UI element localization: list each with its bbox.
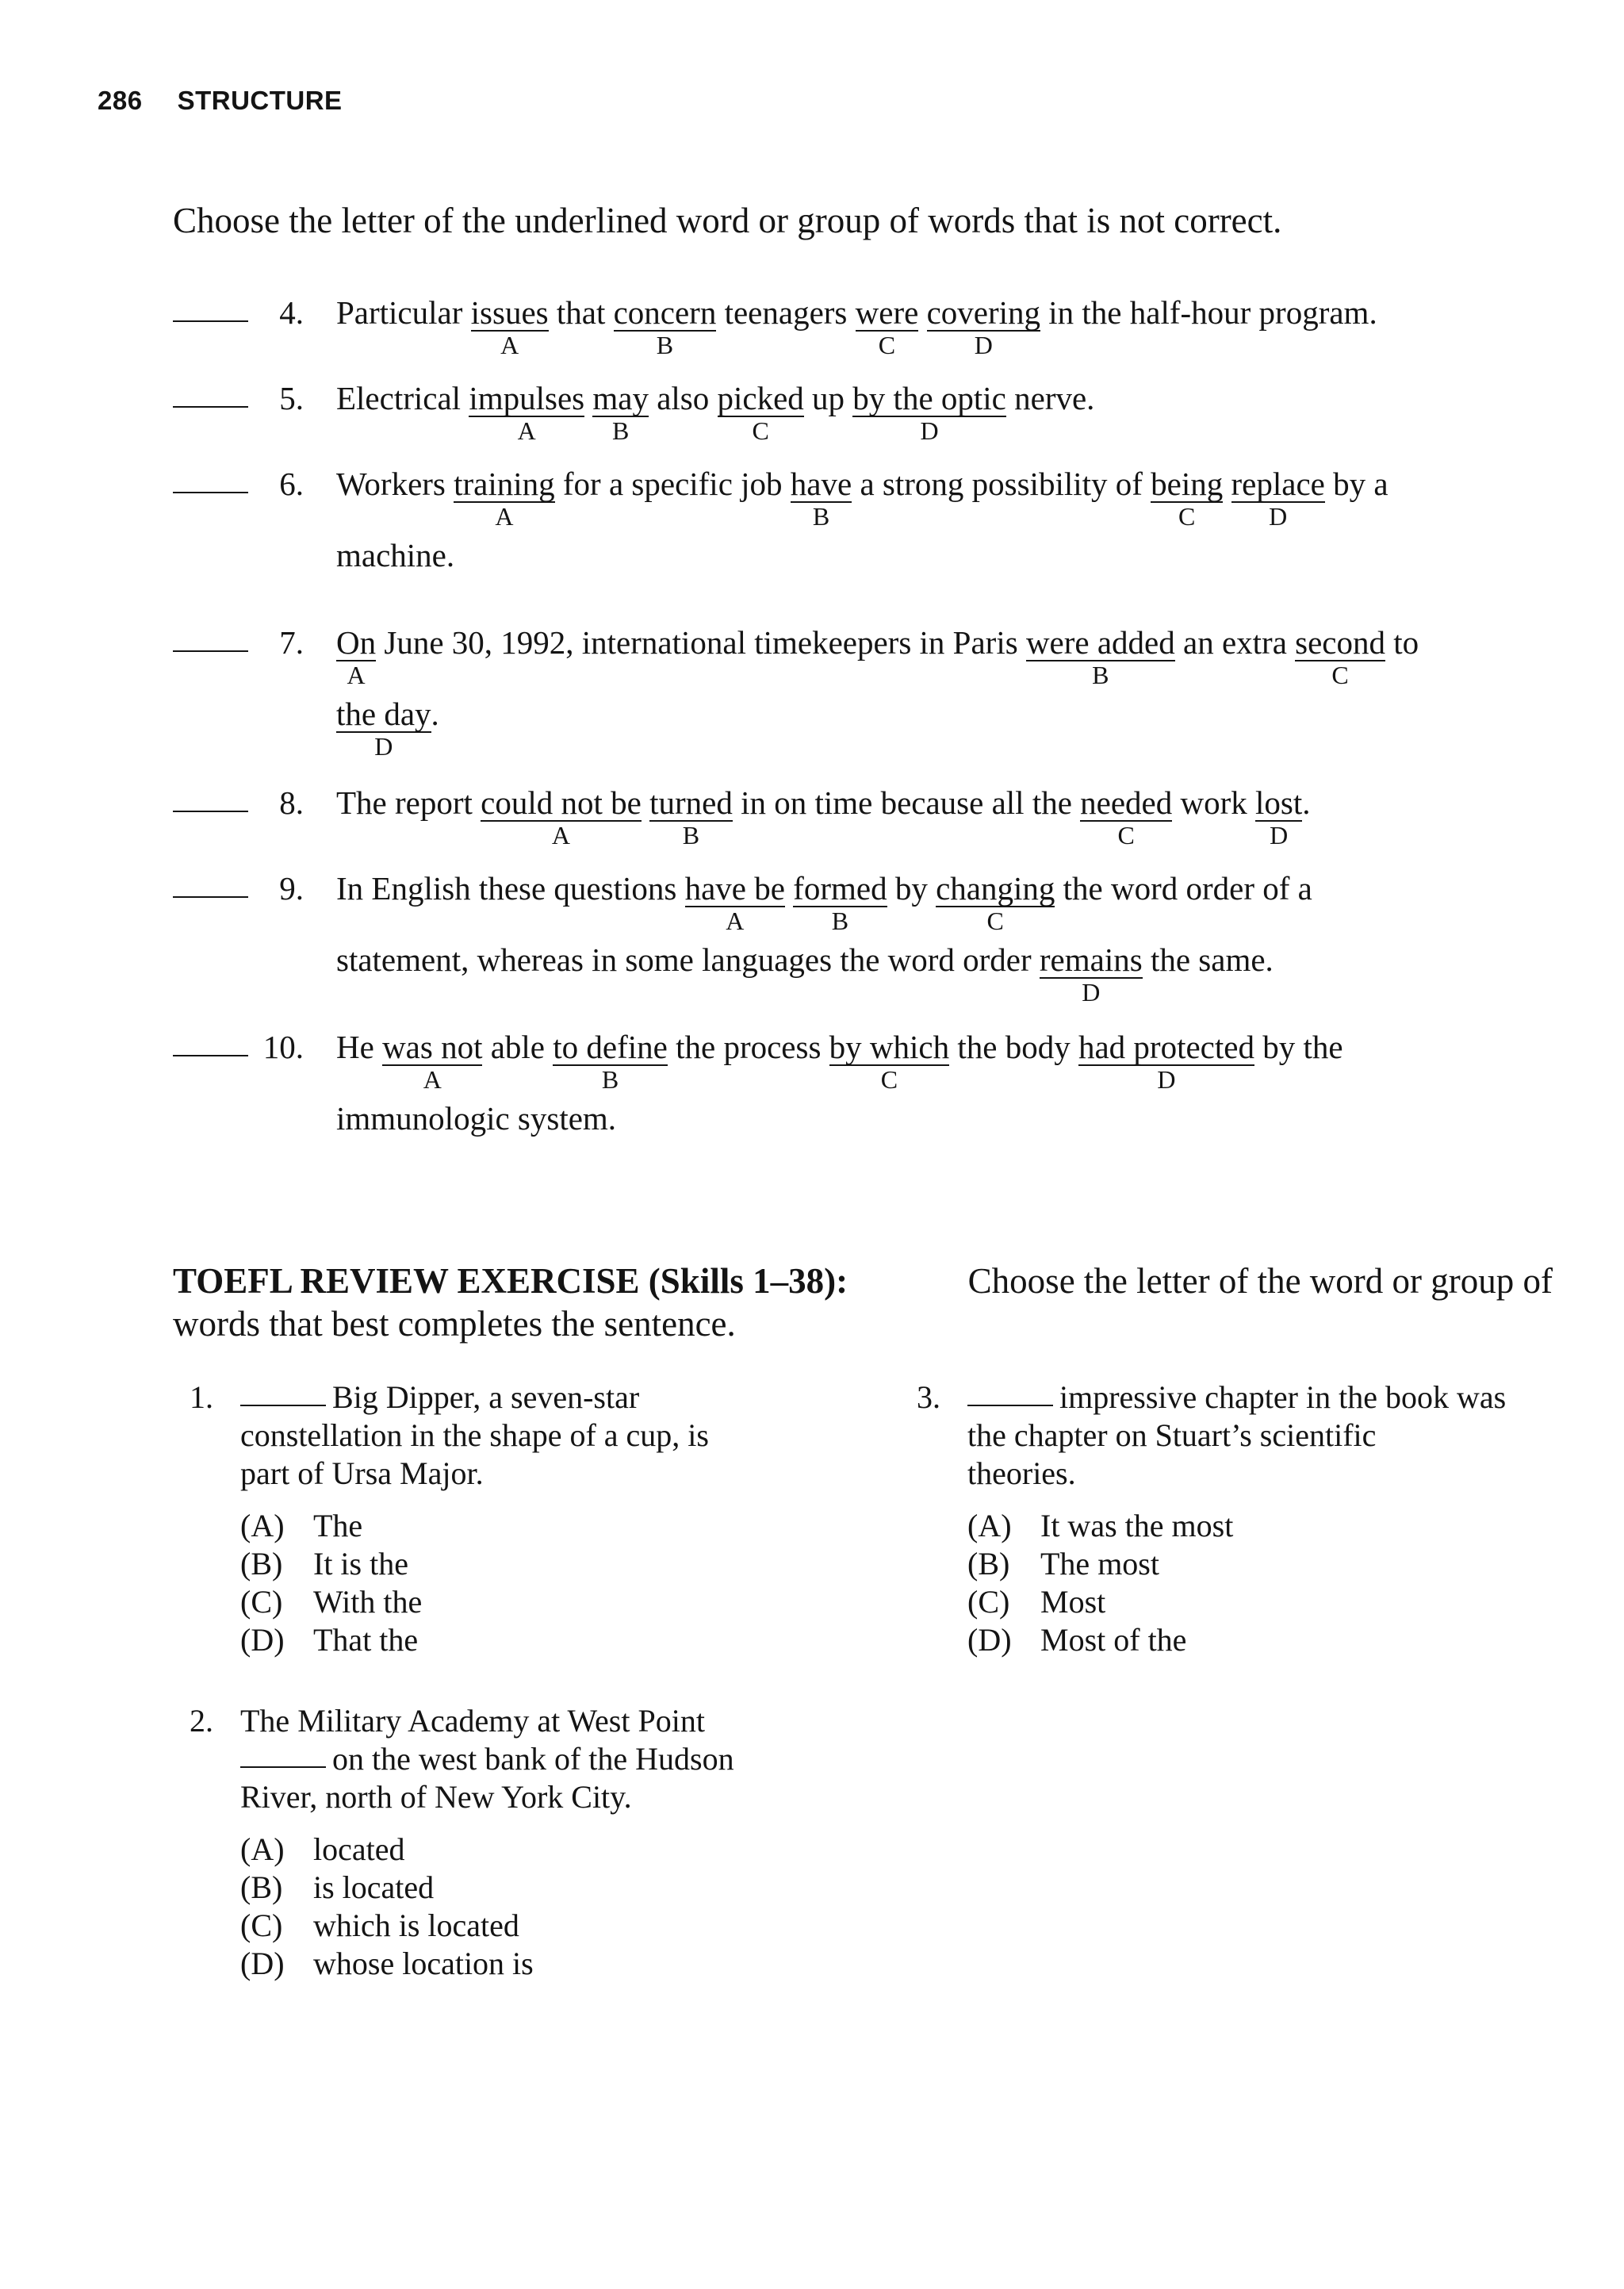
option-letter: D — [1270, 821, 1289, 849]
underlined-option: formed B — [793, 870, 887, 935]
underlined-option: turned B — [649, 784, 733, 849]
option-letter: C — [986, 907, 1004, 935]
item-number: 5. — [279, 380, 304, 416]
answer-blank[interactable] — [173, 492, 248, 493]
underlined-option: by the optic D — [852, 380, 1006, 445]
underlined-option: covering D — [926, 294, 1041, 359]
review-instruction-part1: Choose the letter of the word or group of — [967, 1261, 1553, 1301]
item-line: He was not A able to define B the process by which C the body had protected D by the — [336, 1029, 1343, 1094]
option-letter: B — [831, 907, 849, 935]
running-head — [98, 86, 343, 116]
answer-option[interactable]: (A) It was the most — [967, 1508, 1234, 1543]
underlined-option: replace D — [1231, 466, 1325, 531]
answer-blank[interactable] — [173, 811, 248, 812]
answer-option[interactable]: (C) which is located — [240, 1908, 519, 1943]
option-letter: C — [1117, 821, 1135, 849]
page-number: 286 — [98, 86, 143, 115]
underlined-option: remains D — [1039, 941, 1143, 1006]
answer-option[interactable]: (D) That the — [240, 1622, 419, 1658]
underlined-option: changing C — [936, 870, 1055, 935]
item-line: Workers training A for a specific job have B a strong possibility of being C replace D by a — [336, 466, 1388, 531]
item-line: Particular issues A that concern B teenagers were C covering D in the half-hour program. — [336, 294, 1377, 359]
item-line: Electrical impulses A may B also picked C up by the optic D nerve. — [336, 380, 1095, 445]
answer-blank[interactable] — [173, 1055, 248, 1056]
option-letter: B — [1092, 661, 1109, 689]
underlined-option: lost D — [1255, 784, 1303, 849]
instruction-text: Choose the letter of the underlined word or group of words that is not correct. — [173, 201, 1282, 240]
option-letter: A — [551, 821, 571, 849]
option-letter: B — [601, 1065, 619, 1094]
underlined-option: concern B — [613, 294, 717, 359]
option-letter: A — [347, 661, 366, 689]
option-letter: A — [726, 907, 745, 935]
answer-blank[interactable] — [173, 650, 248, 652]
underlined-option: had protected D — [1078, 1029, 1254, 1094]
option-letter: D — [1269, 502, 1288, 531]
question-number: 1. — [190, 1379, 213, 1415]
answer-option[interactable]: (A) located — [240, 1831, 405, 1867]
option-letter: B — [656, 331, 674, 359]
fill-blank[interactable] — [240, 1405, 326, 1406]
answer-options — [240, 1831, 734, 1983]
item-number: 7. — [279, 624, 304, 661]
answer-option[interactable]: (A) The — [240, 1508, 363, 1543]
review-title: TOEFL REVIEW EXERCISE (Skills 1–38): — [173, 1261, 848, 1301]
option-letter: C — [878, 331, 896, 359]
underlined-option: the day D — [336, 696, 431, 761]
item-number: 4. — [279, 294, 304, 331]
underlined-option: to define B — [553, 1029, 668, 1094]
item-line-continued: machine. — [336, 537, 455, 573]
mc-question — [190, 1702, 734, 1983]
item-number: 10. — [262, 1029, 304, 1065]
item-line: On A June 30, 1992, international timekeepers in Paris were added B an extra second C to — [336, 624, 1419, 689]
question-stem: The Military Academy at West Point on the west bank of the Hudson River, north of New York City. — [240, 1703, 734, 1815]
fill-blank[interactable] — [240, 1766, 326, 1768]
underlined-option: impulses A — [469, 380, 585, 445]
underlined-option: may B — [592, 380, 649, 445]
underlined-option: have B — [790, 466, 852, 531]
item-number: 9. — [279, 870, 304, 907]
question-stem: impressive chapter in the book was the chapter on Stuart’s scientific theories. — [967, 1379, 1507, 1491]
question-number: 2. — [190, 1703, 213, 1739]
answer-option[interactable]: (C) Most — [967, 1584, 1106, 1620]
underlined-option: needed C — [1080, 784, 1173, 849]
item-line: In English these questions have be A formed B by changing C the word order of a — [336, 870, 1312, 935]
answer-options — [967, 1507, 1506, 1659]
item-line-continued: the day D . — [336, 696, 439, 761]
question-stem: Big Dipper, a seven-star constellation in the shape of a cup, is part of Ursa Major. — [240, 1379, 709, 1491]
underlined-option: On A — [336, 624, 377, 689]
underlined-option: second C — [1295, 624, 1385, 689]
option-letter: A — [517, 416, 536, 445]
underlined-option: was not A — [382, 1029, 483, 1094]
item-line-continued: immunologic system. — [336, 1100, 617, 1137]
answer-option[interactable]: (D) whose location is — [240, 1946, 534, 1981]
underlined-option: have be A — [684, 870, 785, 935]
answer-option[interactable]: (B) is located — [240, 1869, 435, 1905]
answer-option[interactable]: (C) With the — [240, 1584, 423, 1620]
answer-blank[interactable] — [173, 896, 248, 898]
option-letter: A — [423, 1065, 442, 1094]
option-letter: D — [1082, 978, 1101, 1006]
question-number: 3. — [917, 1379, 940, 1415]
option-letter: D — [374, 732, 393, 761]
option-letter: C — [1178, 502, 1196, 531]
option-letter: C — [752, 416, 769, 445]
option-letter: B — [611, 416, 630, 445]
underlined-option: being C — [1151, 466, 1224, 531]
answer-option[interactable]: (B) The most — [967, 1546, 1159, 1582]
answer-blank[interactable] — [173, 320, 248, 322]
review-exercise-heading — [173, 1260, 1553, 1345]
underlined-option: were C — [855, 294, 919, 359]
option-letter: C — [1331, 661, 1349, 689]
option-letter: D — [920, 416, 939, 445]
underlined-option: training A — [454, 466, 555, 531]
option-letter: B — [682, 821, 700, 849]
option-letter: D — [1157, 1065, 1176, 1094]
review-instruction-part2: words that best completes the sentence. — [173, 1304, 736, 1344]
answer-option[interactable]: (B) It is the — [240, 1546, 408, 1582]
mc-question — [190, 1378, 709, 1659]
item-line: The report could not be A turned B in on time because all the needed C work lost D . — [336, 784, 1311, 849]
fill-blank[interactable] — [967, 1405, 1053, 1406]
section-title: STRUCTURE — [177, 86, 343, 115]
underlined-option: picked C — [717, 380, 804, 445]
underlined-option: could not be A — [481, 784, 642, 849]
underlined-option: were added B — [1025, 624, 1175, 689]
answer-options — [240, 1507, 709, 1659]
mc-question — [917, 1378, 1507, 1659]
item-number: 6. — [279, 466, 304, 502]
item-number: 8. — [279, 784, 304, 821]
option-letter: A — [500, 331, 519, 359]
underlined-option: issues A — [470, 294, 549, 359]
underlined-option: by which C — [829, 1029, 950, 1094]
option-letter: C — [880, 1065, 898, 1094]
option-letter: A — [495, 502, 514, 531]
answer-option[interactable]: (D) Most of the — [967, 1622, 1187, 1658]
item-line-continued: statement, whereas in some languages the word order remains D the same. — [336, 941, 1274, 1006]
option-letter: B — [812, 502, 830, 531]
answer-blank[interactable] — [173, 406, 248, 408]
option-letter: D — [974, 331, 993, 359]
